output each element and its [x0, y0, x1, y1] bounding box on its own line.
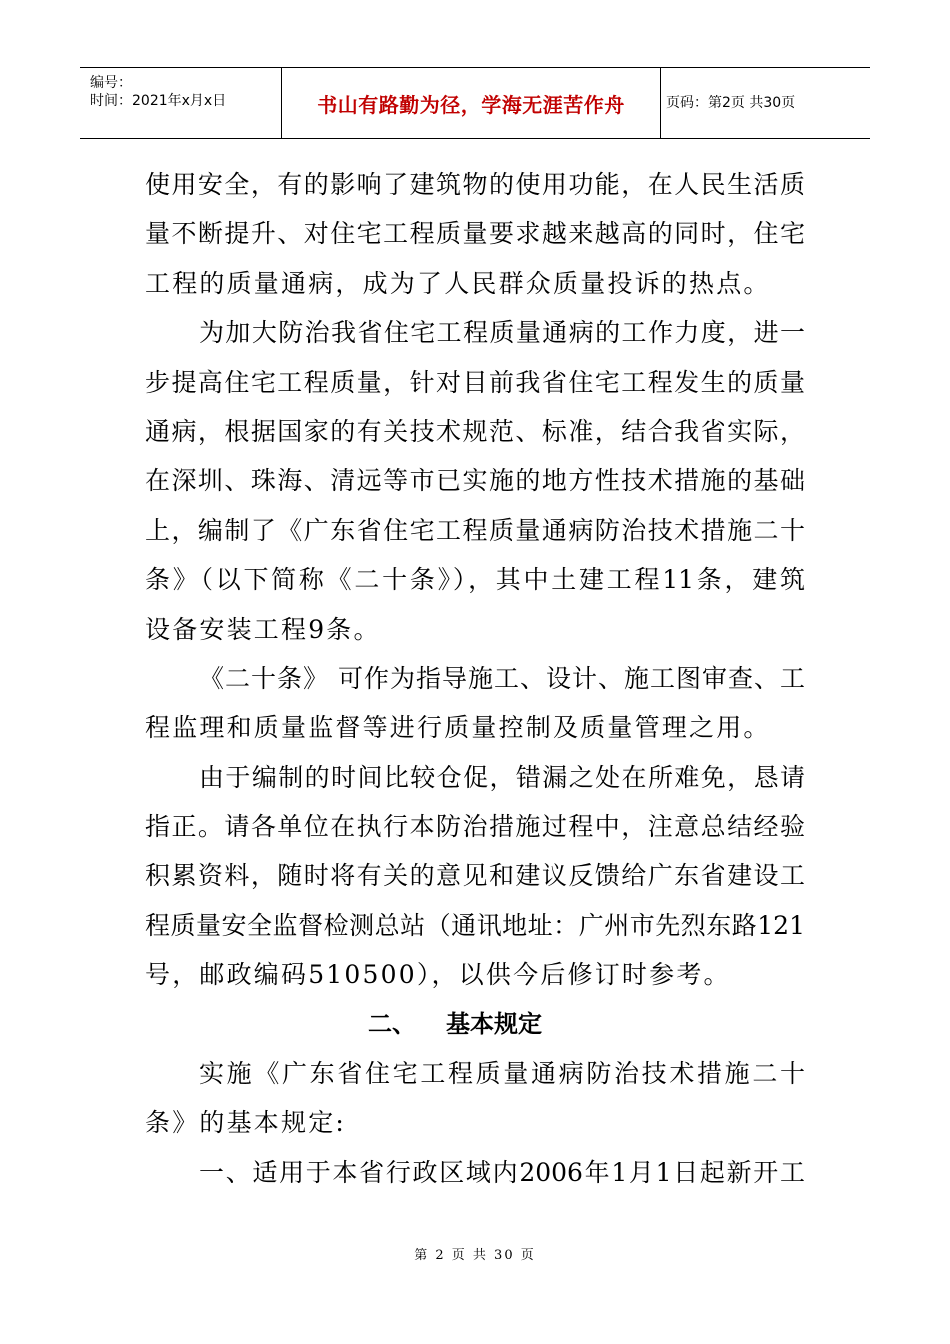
page-footer: 第 2 页 共 30 页	[414, 1248, 536, 1263]
section-heading	[145, 1000, 805, 1049]
body-line: 实施《广东省住宅工程质量通病防治技术措施二十	[199, 1059, 805, 1089]
body-line: 号，邮政编码510500），以供今后修订时参考。	[145, 960, 731, 990]
body-line: 上，编制了《广东省住宅工程质量通病防治技术措施二十	[145, 515, 805, 545]
body-line: 一、适用于本省行政区域内2006年1月1日起新开工	[199, 1157, 805, 1187]
document-body	[145, 160, 805, 1197]
body-line: 通病，根据国家的有关技术规范、标准，结合我省实际，	[145, 416, 805, 446]
body-line: 使用安全，有的影响了建筑物的使用功能，在人民生活质	[145, 170, 805, 199]
header-motto: 书山有路勤为径，学海无涯苦作舟	[317, 92, 625, 117]
section-number: 二、	[368, 1009, 416, 1038]
header-left-cell	[80, 68, 280, 138]
page-header	[80, 67, 870, 139]
body-line: 程质量安全监督检测总站（通讯地址：广州市先烈东路121	[145, 910, 805, 940]
body-line: 积累资料，随时将有关的意见和建议反馈给广东省建设工	[145, 861, 805, 891]
body-line: 条》（以下简称《二十条》），其中土建工程11条，建筑	[145, 565, 805, 595]
body-line: 在深圳、珠海、清远等市已实施的地方性技术措施的基础	[145, 466, 805, 496]
header-motto-cell	[281, 68, 661, 138]
body-line: 设备安装工程9条。	[145, 614, 381, 644]
body-line: 工程的质量通病，成为了人民群众质量投诉的热点。	[145, 268, 771, 298]
body-line: 步提高住宅工程质量，针对目前我省住宅工程发生的质量	[145, 367, 805, 397]
section-title: 基本规定	[446, 1009, 542, 1038]
header-page-label: 页码：第2页 共30页	[666, 95, 796, 111]
body-line: 程监理和质量监督等进行质量控制及质量管理之用。	[145, 713, 771, 743]
body-line: 由于编制的时间比较仓促，错漏之处在所难免，恳请	[199, 762, 805, 792]
document-date-label: 时间：2021年x月x日	[90, 93, 227, 109]
body-line: 条》的基本规定:	[145, 1108, 347, 1138]
body-line: 《二十条》 可作为指导施工、设计、施工图审查、工	[199, 663, 805, 693]
header-right-cell	[660, 68, 870, 138]
body-line: 量不断提升、对住宅工程质量要求越来越高的同时，住宅	[145, 219, 805, 249]
document-number-label: 编号：	[90, 75, 132, 91]
body-line: 为加大防治我省住宅工程质量通病的工作力度，进一	[199, 318, 805, 348]
body-line: 指正。请各单位在执行本防治措施过程中，注意总结经验	[145, 812, 805, 842]
